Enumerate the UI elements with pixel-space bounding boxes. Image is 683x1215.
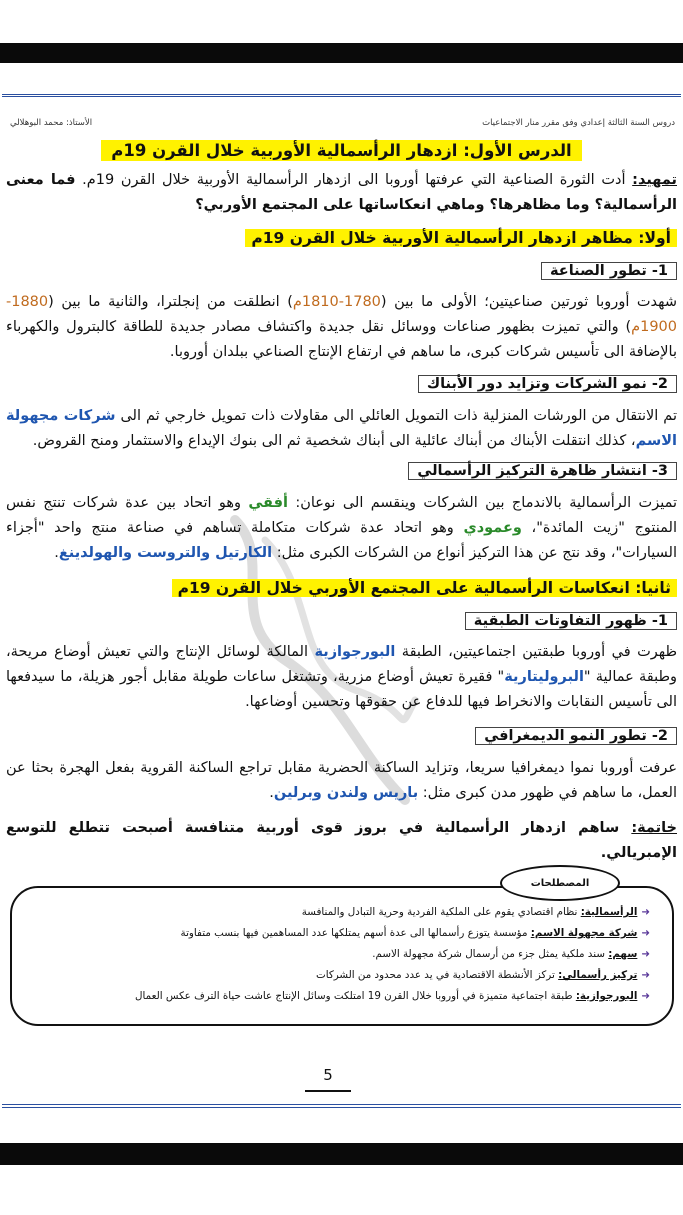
intro-paragraph bbox=[6, 168, 677, 218]
s2-sub1-term2: البروليتارية bbox=[504, 669, 584, 685]
s2-sub1-term1: البورجوازية bbox=[314, 644, 396, 660]
glossary-term: الرأسمالية: bbox=[580, 906, 638, 918]
conclusion-paragraph bbox=[6, 816, 677, 866]
s2-sub2-cities: باريس ولندن وبرلين bbox=[273, 785, 419, 801]
conclusion-label: خاتمة: bbox=[631, 820, 677, 836]
header-teacher: الأستاذ: محمد البوهلالي bbox=[10, 118, 93, 128]
s1-sub3-t1: تميزت الرأسمالية بالاندماج بين الشركات وينقسم الى نوعان: bbox=[287, 495, 677, 511]
glossary-item bbox=[28, 986, 650, 1007]
s1-sub2-title: 2- نمو الشركات وتزايد دور الأبناك bbox=[418, 375, 677, 393]
s1-sub1-title-block bbox=[6, 260, 677, 280]
s1-sub3-paragraph bbox=[6, 491, 677, 566]
s2-sub1-t3: " فقيرة تعيش أوضاع مزرية، وتشتغل ساعات طويلة مقابل أجور هزيلة، ما سيدفعها الى تأسيس النقابات والانخراط فيها للدفاع عن حقوقها وتحسين أوضاعها. bbox=[6, 669, 677, 710]
lesson-title-block bbox=[6, 140, 677, 161]
lesson-title: الدرس الأول: ازدهار الرأسمالية الأوربية خلال القرن 19م bbox=[101, 140, 581, 161]
s2-sub2-paragraph bbox=[6, 756, 677, 806]
glossary-item bbox=[28, 944, 650, 965]
page-header bbox=[10, 115, 675, 131]
s1-sub1-paragraph bbox=[6, 290, 677, 365]
arrow-icon: ➜ bbox=[641, 948, 650, 960]
s1-sub2-term: شركات مجهولة الاسم bbox=[6, 408, 677, 449]
bottom-black-bar bbox=[0, 1143, 683, 1165]
glossary-term: البورجوازية: bbox=[575, 990, 638, 1002]
glossary-item bbox=[28, 902, 650, 923]
s2-sub2-t1: عرفت أوروبا نموا ديمغرافيا سريعا، وتزايد الساكنة الحضرية مقابل تراجع الساكنة القروية بفعل الهجرة بحثا عن العمل، ما ساهم في ظهور مدن كبرى مثل: bbox=[6, 760, 677, 801]
s2-sub1-t2: المالكة لوسائل الإنتاج والتي تعيش أوضاع مريحة، وطبقة عمالية " bbox=[6, 644, 678, 685]
glossary-item bbox=[28, 965, 650, 986]
s1-sub2-title-block bbox=[6, 373, 677, 393]
s1-sub2-paragraph bbox=[6, 404, 677, 454]
glossary-definition: طبقة اجتماعية متميزة في أوروبا خلال القرن 19 امتلكت وسائل الإنتاج عاشت حياة الترف عكس العمال bbox=[135, 990, 576, 1002]
glossary-definition: مؤسسة يتوزع رأسمالها الى عدة أسهم يمتلكها عدد المساهمين فيها بنسب متفاوتة bbox=[180, 927, 531, 939]
s1-sub3-t2: وهو اتحاد بين عدة شركات تنتج نفس المنتوج "زيت المائدة"، bbox=[6, 495, 677, 536]
section1-title-block bbox=[6, 228, 677, 247]
intro-label: تمهيد: bbox=[632, 172, 677, 188]
page-number: 5 bbox=[305, 1066, 351, 1092]
s2-sub1-title-block bbox=[6, 610, 677, 630]
glossary-term: تركيز رأسمالي: bbox=[558, 969, 638, 981]
top-black-bar bbox=[0, 43, 683, 63]
s1-sub3-t3: وهو اتحاد عدة شركات متكاملة تساهم في صناعة منتج واحد "أجزاء السيارات"، وقد نتج عن هذا التركيز أنواع من الشركات الكبرى مثل: bbox=[6, 520, 677, 561]
intro-question: فما معنى الرأسمالية؟ وما مظاهرها؟ وماهي انعكاساتها على المجتمع الأوربي؟ bbox=[6, 172, 677, 213]
glossary-item bbox=[28, 923, 650, 944]
glossary-title: المصطلحات bbox=[500, 865, 620, 901]
s1-sub2-t2: ، كذلك انتقلت الأبناك من أبناك عائلية الى أبناك شخصية ثم الى بنوك الإيداع والاستثمار ومنح القروض. bbox=[32, 433, 636, 449]
section2-title: ثانيا: انعكاسات الرأسمالية على المجتمع الأوربي خلال القرن 19م bbox=[172, 579, 677, 597]
s1-sub1-date2: 1880-1900م bbox=[6, 294, 677, 335]
s2-sub1-paragraph bbox=[6, 640, 677, 715]
glossary-box bbox=[10, 886, 674, 1026]
arrow-icon: ➜ bbox=[641, 969, 650, 981]
s2-sub2-title: 2- تطور النمو الديمغرافي bbox=[475, 727, 677, 745]
section2-title-block bbox=[6, 578, 677, 597]
section1-title: أولا: مظاهر ازدهار الرأسمالية الأوربية خلال القرن 19م bbox=[245, 229, 677, 247]
glossary-definition: سند ملكية يمثل جزء من أرسمال شركة مجهولة الاسم. bbox=[372, 948, 609, 960]
s1-sub1-date1: 1780-1810م bbox=[292, 294, 381, 310]
s1-sub3-t4: . bbox=[54, 545, 59, 561]
s1-sub3-term1: أفقي bbox=[248, 495, 288, 511]
glossary-term: سهم: bbox=[608, 948, 638, 960]
s1-sub2-t1: تم الانتقال من الورشات المنزلية ذات التمويل العائلي الى مقاولات ذات تمويل خارجي ثم الى bbox=[115, 408, 677, 424]
s1-sub1-t3: ) والتي تميزت بظهور صناعات ووسائل نقل جديدة واكتشاف مصادر جديدة للطاقة كالبترول والكهرباء بالإضافة الى تأسيس شركات كبرى، ما ساهم في ارتفاع الإنتاج الصناعي ببلدان أوروبا. bbox=[6, 319, 677, 360]
s1-sub1-t2: ) انطلقت من إنجلترا، والثانية ما بين ( bbox=[48, 294, 293, 310]
s1-sub3-title: 3- انتشار ظاهرة التركيز الرأسمالي bbox=[408, 462, 677, 480]
glossary-definition: نظام اقتصادي يقوم على الملكية الفردية وحرية التبادل والمنافسة bbox=[301, 906, 581, 918]
conclusion-text: ساهم ازدهار الرأسمالية في بروز قوى أوربية متنافسة أصبحت تتطلع للتوسع الإمبريالي. bbox=[6, 820, 677, 861]
s2-sub1-t1: ظهرت في أوروبا طبقتين اجتماعيتين، الطبقة bbox=[395, 644, 677, 660]
s2-sub2-title-block bbox=[6, 725, 677, 745]
glossary-term: شركة مجهولة الاسم: bbox=[530, 927, 638, 939]
s2-sub1-title: 1- ظهور التفاوتات الطبقية bbox=[465, 612, 677, 630]
header-series: دروس السنة الثالثة إعدادي وفق مقرر منار الاجتماعيات bbox=[482, 118, 675, 128]
s1-sub3-examples: الكارتيل والتروست والهولدينغ bbox=[58, 545, 273, 561]
s1-sub3-term2: وعمودي bbox=[463, 520, 522, 536]
arrow-icon: ➜ bbox=[641, 990, 650, 1002]
arrow-icon: ➜ bbox=[641, 927, 650, 939]
arrow-icon: ➜ bbox=[641, 906, 650, 918]
glossary-definition: تركز الأنشطة الاقتصادية في يد عدد محدود من الشركات bbox=[316, 969, 559, 981]
intro-text: أدت الثورة الصناعية التي عرفتها أوروبا الى ازدهار الرأسمالية الأوربية خلال القرن 19م. bbox=[75, 172, 633, 188]
s1-sub1-title: 1- تطور الصناعة bbox=[541, 262, 677, 280]
s2-sub2-t2: . bbox=[269, 785, 274, 801]
s1-sub1-t1: شهدت أوروبا ثورتين صناعيتين؛ الأولى ما بين ( bbox=[380, 294, 677, 310]
s1-sub3-title-block bbox=[6, 460, 677, 480]
